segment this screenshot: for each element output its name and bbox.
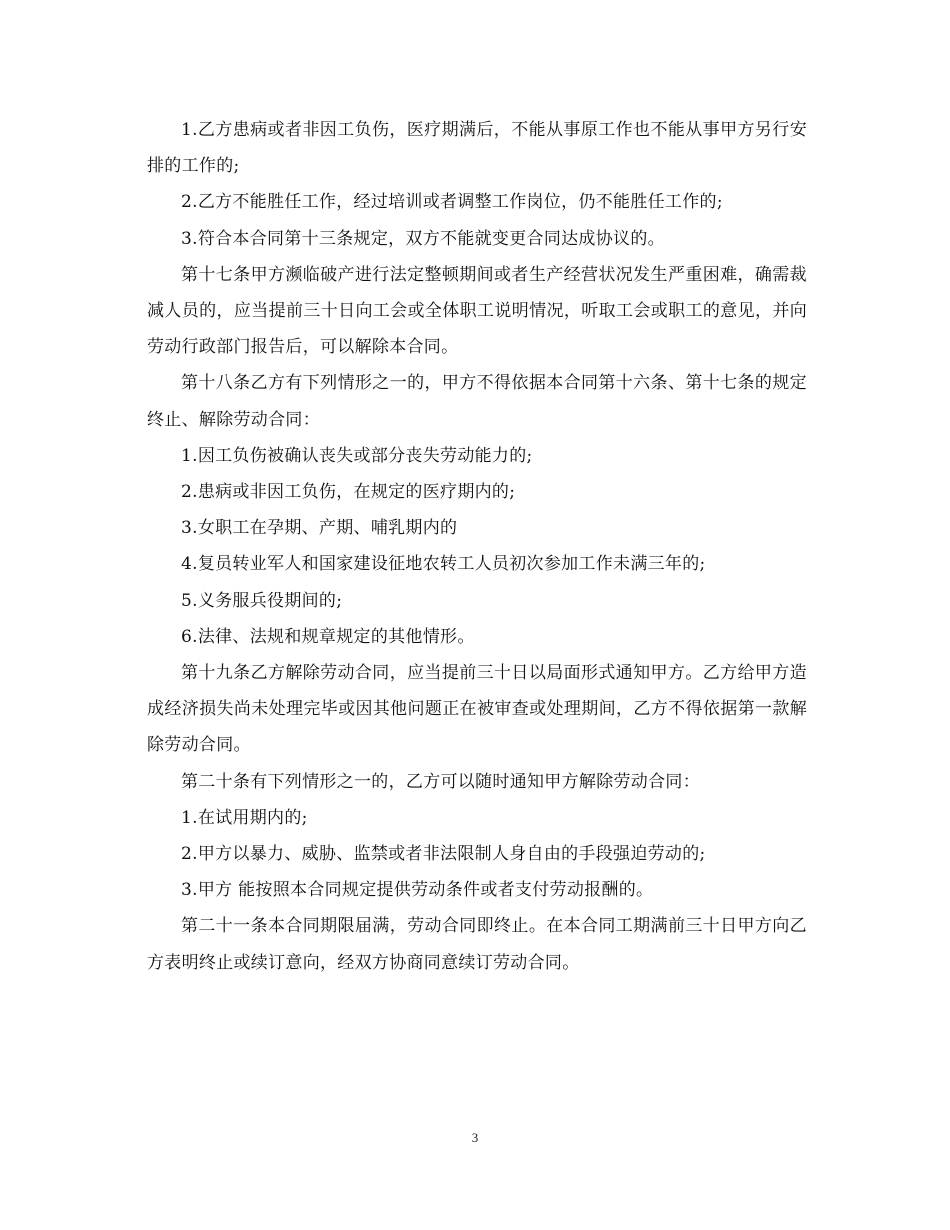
paragraph-15: 2.甲方以暴力、威胁、监禁或者非法限制人身自由的手段强迫劳动的; [181,844,706,865]
paragraph-4: 第十七条甲方濒临破产进行法定整顿期间或者生产经营状况发生严重困难，确需裁减人员的，应当提前三十日向工会或全体职工说明情况，听取工会或职工的意见，并向劳动行政部门报告后，可以解除本合同。 [147,264,807,358]
paragraph-8: 3.女职工在孕期、产期、哺乳期内的 [181,518,458,539]
paragraph-16: 3.甲方 能按照本合同规定提供劳动条件或者支付劳动报酬的。 [181,880,654,901]
paragraph-12: 第十九条乙方解除劳动合同，应当提前三十日以局面形式通知甲方。乙方给甲方造成经济损失尚未处理完毕或因其他问题正在被审查或处理期间，乙方不得依据第一款解除劳动合同。 [147,663,807,756]
paragraph-5: 第十八条乙方有下列情形之一的，甲方不得依据本合同第十六条、第十七条的规定终止、解除劳动合同： [147,373,807,430]
paragraph-14: 1.在试用期内的; [181,807,308,828]
paragraph-6: 1.因工负伤被确认丧失或部分丧失劳动能力的; [181,445,533,466]
paragraph-10: 5.义务服兵役期间的; [181,590,343,611]
paragraph-9: 4.复员转业军人和国家建设征地农转工人员初次参加工作未满三年的; [181,554,706,575]
paragraph-3: 3.符合本合同第十三条规定，双方不能就变更合同达成协议的。 [181,228,665,249]
paragraph-17: 第二十一条本合同期限届满，劳动合同即终止。在本合同工期满前三十日甲方向乙方表明终止或续订意向，经双方协商同意续订劳动合同。 [147,916,807,973]
page-number: 3 [471,1130,479,1145]
paragraph-2: 2.乙方不能胜任工作，经过培训或者调整工作岗位，仍不能胜任工作的; [181,192,723,213]
document-body [147,112,807,981]
paragraph-11: 6.法律、法规和规章规定的其他情形。 [181,626,475,647]
paragraph-1: 1.乙方患病或者非因工负伤，医疗期满后，不能从事原工作也不能从事甲方另行安排的工作的; [147,120,807,177]
paragraph-13: 第二十条有下列情形之一的，乙方可以随时通知甲方解除劳动合同： [181,771,700,792]
paragraph-7: 2.患病或非因工负伤，在规定的医疗期内的; [181,482,516,503]
